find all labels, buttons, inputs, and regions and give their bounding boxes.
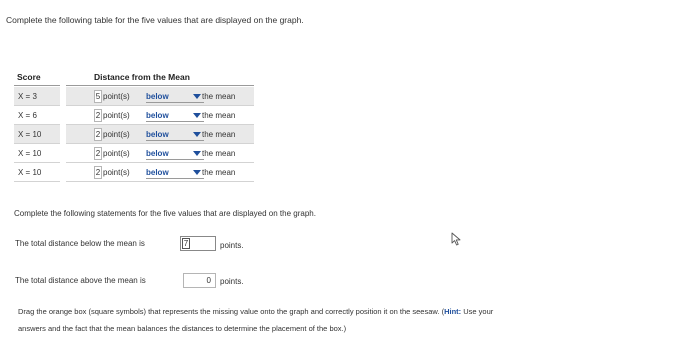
score-cell <box>14 106 60 125</box>
header-distance: Distance from the Mean <box>94 72 190 82</box>
distance-cell <box>66 163 254 182</box>
score-cell <box>14 125 60 144</box>
direction-value: below <box>146 168 169 177</box>
suffix-label: the mean <box>202 92 236 101</box>
score-value: X = 10 <box>18 149 42 158</box>
above-distance-input[interactable]: 0 <box>183 273 216 288</box>
caret-down-icon <box>193 113 201 118</box>
table-row <box>14 125 254 144</box>
table-row <box>14 87 254 106</box>
statements-intro: Complete the following statements for the five values that are displayed on the graph. <box>14 209 316 218</box>
score-cell <box>14 163 60 182</box>
direction-value: below <box>146 130 169 139</box>
score-value: X = 3 <box>18 92 37 101</box>
unit-label: point(s) <box>103 130 130 139</box>
instruction-text: Complete the following table for the five values that are displayed on the graph. <box>6 15 304 25</box>
distance-cell <box>66 106 254 125</box>
points-input[interactable]: 5 <box>95 92 101 101</box>
direction-dropdown[interactable] <box>146 91 204 103</box>
score-cell <box>14 87 60 106</box>
score-value: X = 10 <box>18 130 42 139</box>
direction-dropdown[interactable] <box>146 110 204 122</box>
below-distance-label: The total distance below the mean is <box>15 239 145 248</box>
caret-down-icon <box>193 151 201 156</box>
below-distance-value: 7 <box>183 239 189 248</box>
points-input[interactable]: 2 <box>95 111 101 120</box>
unit-label: point(s) <box>103 149 130 158</box>
points-input[interactable]: 2 <box>95 149 101 158</box>
table-row <box>14 144 254 163</box>
caret-down-icon <box>193 94 201 99</box>
points-input[interactable]: 2 <box>95 130 101 139</box>
mouse-pointer-icon <box>451 232 462 246</box>
direction-value: below <box>146 149 169 158</box>
hint-label: Hint: <box>444 307 462 316</box>
direction-value: below <box>146 111 169 120</box>
direction-dropdown[interactable] <box>146 167 204 179</box>
drag-instruction-line2: answers and the fact that the mean balances the distances to determine the placement of the box.) <box>18 324 347 333</box>
direction-dropdown[interactable] <box>146 148 204 160</box>
unit-label: point(s) <box>103 92 130 101</box>
suffix-label: the mean <box>202 111 236 120</box>
header-score: Score <box>17 72 41 82</box>
score-cell <box>14 144 60 163</box>
above-distance-label: The total distance above the mean is <box>15 276 146 285</box>
suffix-label: the mean <box>202 168 236 177</box>
drag-instruction-line1 <box>18 307 493 316</box>
caret-down-icon <box>193 170 201 175</box>
table-row <box>14 163 254 182</box>
header-rule-right <box>66 85 254 86</box>
drag-text-end: Use your <box>461 307 494 316</box>
above-distance-suffix: points. <box>220 277 244 286</box>
points-input[interactable]: 2 <box>95 168 101 177</box>
score-value: X = 10 <box>18 168 42 177</box>
suffix-label: the mean <box>202 149 236 158</box>
below-distance-input[interactable] <box>180 236 216 251</box>
direction-value: below <box>146 92 169 101</box>
suffix-label: the mean <box>202 130 236 139</box>
below-distance-suffix: points. <box>220 241 244 250</box>
score-value: X = 6 <box>18 111 37 120</box>
header-rule-left <box>14 85 60 86</box>
distance-cell <box>66 87 254 106</box>
direction-dropdown[interactable] <box>146 129 204 141</box>
table-row <box>14 106 254 125</box>
drag-text: Drag the orange box (square symbols) that represents the missing value onto the graph and correctly position it on the seesaw. ( <box>18 307 445 316</box>
caret-down-icon <box>193 132 201 137</box>
distance-cell <box>66 125 254 144</box>
unit-label: point(s) <box>103 168 130 177</box>
distance-cell <box>66 144 254 163</box>
unit-label: point(s) <box>103 111 130 120</box>
